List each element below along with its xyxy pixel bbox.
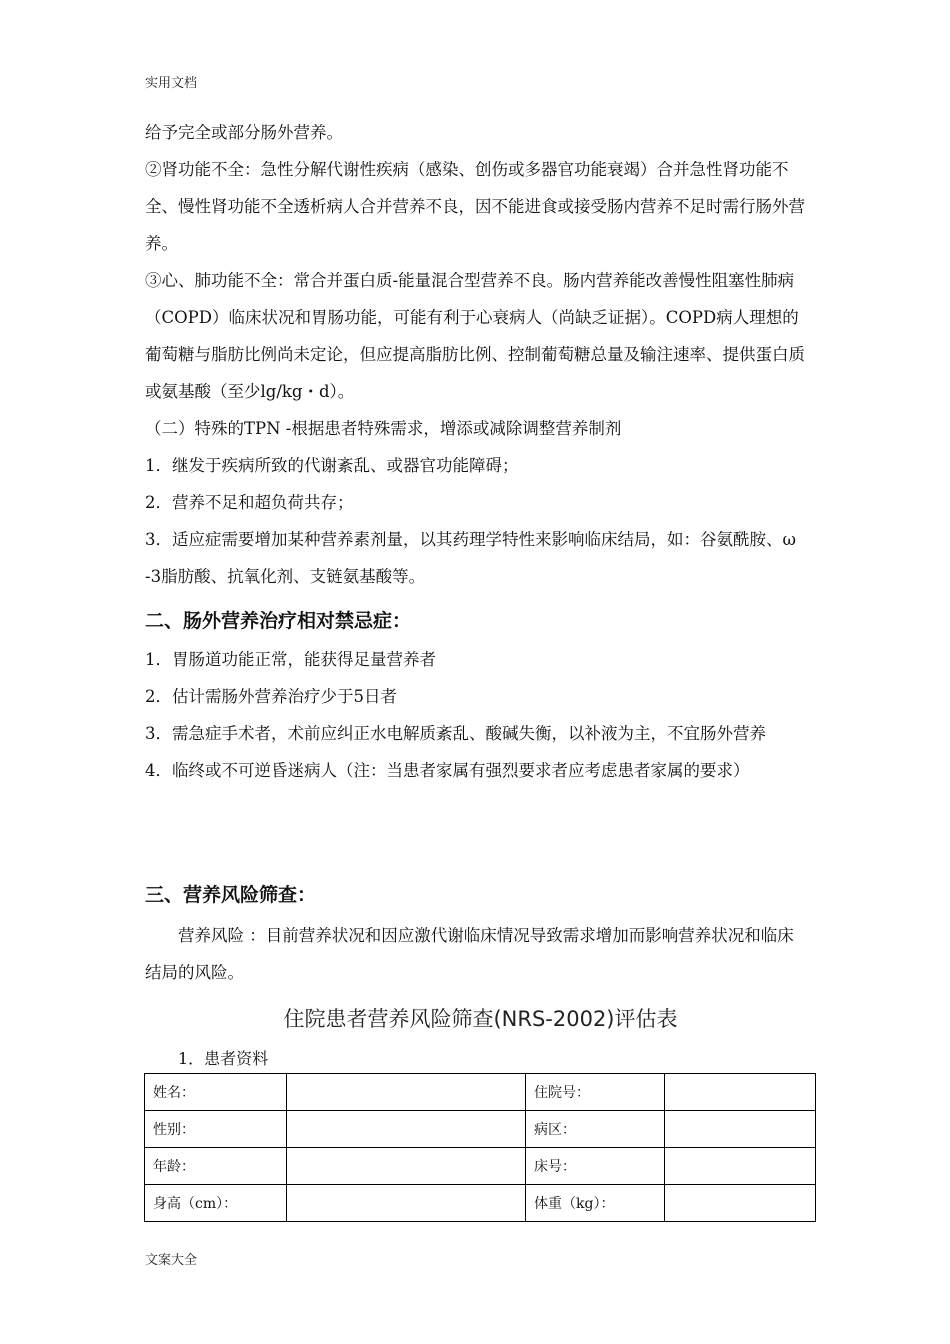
field-value[interactable] [665, 1185, 816, 1222]
body-section-2 [145, 601, 810, 789]
list-item: 1．胃肠道功能正常，能获得足量营养者 [145, 650, 436, 669]
table-row [145, 1074, 816, 1111]
list-item: 1．继发于疾病所致的代谢紊乱、或器官功能障碍； [145, 456, 519, 475]
paragraph: （二）特殊的TPN -根据患者特殊需求，增添或减除调整营养制剂 [145, 419, 622, 438]
patient-info-table [144, 1073, 816, 1222]
page-footer: 文案大全 [145, 1253, 198, 1268]
field-label: 性别： [145, 1111, 287, 1148]
list-item: 2．估计需肠外营养治疗少于5日者 [145, 687, 397, 706]
form-title: 住院患者营养风险筛查(NRS-2002)评估表 [283, 1007, 678, 1031]
list-item: 2．营养不足和超负荷共存； [145, 493, 354, 512]
field-value[interactable] [665, 1148, 816, 1185]
field-value[interactable] [287, 1074, 526, 1111]
body-section-1 [145, 114, 810, 595]
paragraph: 给予完全或部分肠外营养。 [145, 123, 343, 142]
paragraph: ②肾功能不全：急性分解代谢性疾病（感染、创伤或多器官功能衰竭）合并急性肾功能不全、慢性肾功能不全透析病人合并营养不良，因不能进食或接受肠内营养不足时需行肠外营养。 [145, 160, 805, 253]
body-section-3 [145, 873, 810, 991]
field-label: 病区： [526, 1111, 665, 1148]
field-label: 床号： [526, 1148, 665, 1185]
list-item: 4．临终或不可逆昏迷病人（注：当患者家属有强烈要求者应考虑患者家属的要求） [145, 761, 750, 780]
field-label: 住院号： [526, 1074, 665, 1111]
page-header: 实用文档 [145, 76, 198, 91]
field-label: 姓名： [145, 1074, 287, 1111]
field-value[interactable] [665, 1074, 816, 1111]
table-row [145, 1111, 816, 1148]
field-label: 身高（cm）： [145, 1185, 287, 1222]
form-subtitle: 1．患者资料 [178, 1049, 269, 1068]
field-value[interactable] [287, 1111, 526, 1148]
table-row [145, 1148, 816, 1185]
field-value[interactable] [287, 1185, 526, 1222]
list-item: 3．需急症手术者，术前应纠正水电解质紊乱、酸碱失衡，以补液为主，不宜肠外营养 [145, 724, 766, 743]
field-value[interactable] [665, 1111, 816, 1148]
field-label: 体重（kg）： [526, 1185, 665, 1222]
section-heading: 三、营养风险筛查： [145, 884, 317, 906]
list-item: 3．适应症需要增加某种营养素剂量，以其药理学特性来影响临床结局，如：谷氨酰胺、ω -3脂肪酸、抗氧化剂、支链氨基酸等。 [145, 530, 796, 586]
table-row [145, 1185, 816, 1222]
paragraph: ③心、肺功能不全：常合并蛋白质-能量混合型营养不良。肠内营养能改善慢性阻塞性肺病（COPD）临床状况和胃肠功能，可能有利于心衰病人（尚缺乏证据）。COPD病人理想的葡萄糖与脂肪比例尚未定论，但应提高脂肪比例、控制葡萄糖总量及输注速率、提供蛋白质或氨基酸（至少lg/kg・d）。 [145, 271, 805, 401]
paragraph: 营养风险 ：目前营养状况和因应激代谢临床情况导致需求增加而影响营养状况和临床结局的风险。 [145, 926, 794, 982]
field-value[interactable] [287, 1148, 526, 1185]
section-heading: 二、肠外营养治疗相对禁忌症： [145, 610, 412, 632]
field-label: 年龄： [145, 1148, 287, 1185]
